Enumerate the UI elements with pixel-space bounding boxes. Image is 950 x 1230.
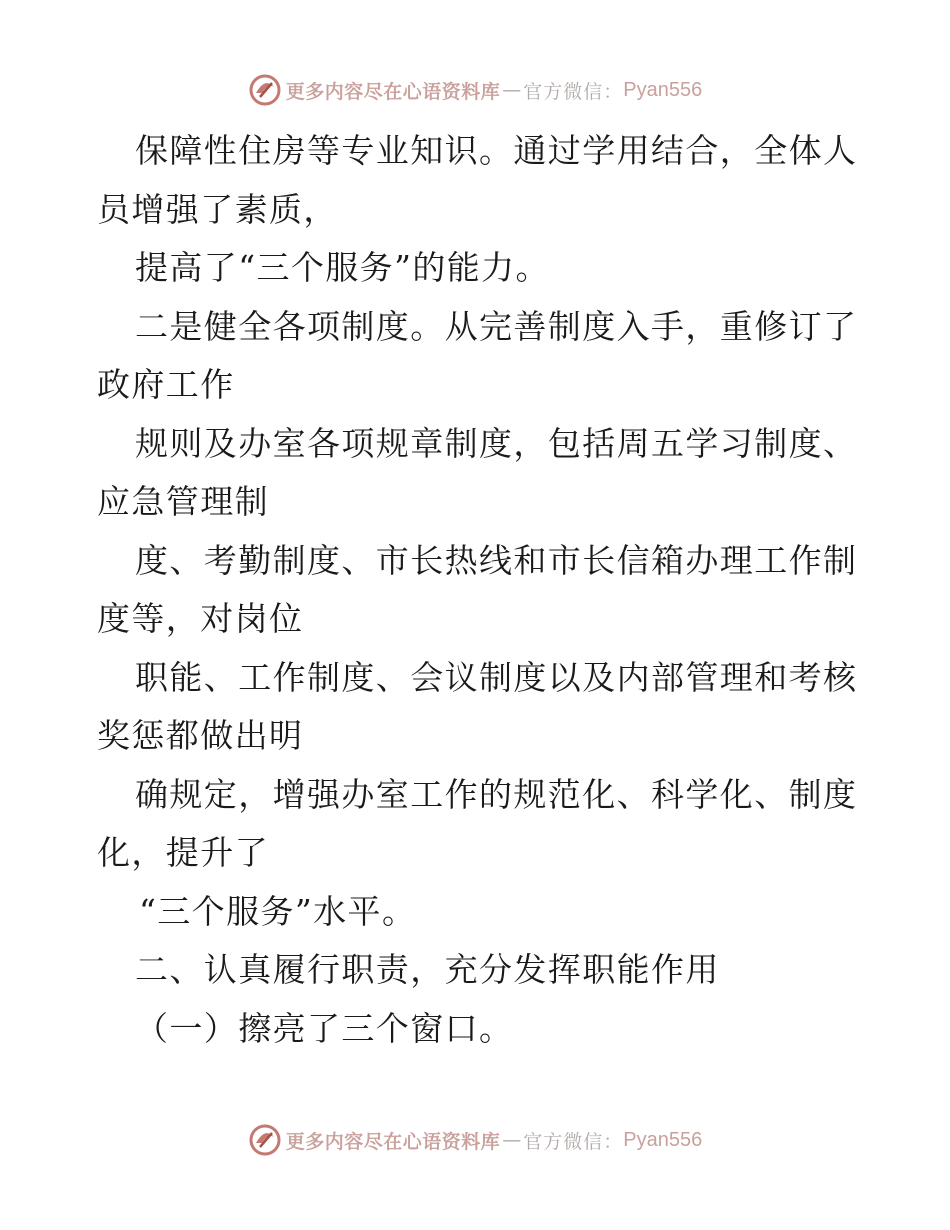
body-line: 化，提升了 xyxy=(97,833,269,872)
banner-dash: — xyxy=(502,1129,522,1151)
banner-wechat-id: Pyan556 xyxy=(623,1128,703,1151)
body-line: 二是健全各项制度。从完善制度入手，重修订了 xyxy=(135,306,858,346)
swirl-logo-icon xyxy=(248,1123,282,1157)
body-line: 保障性住房等专业知识。通过学用结合，全体人 xyxy=(135,131,858,170)
body-line: 提高了“三个服务”的能力。 xyxy=(135,248,550,287)
swirl-logo-icon xyxy=(248,73,282,107)
body-line: 度、考勤制度、市长热线和市长信箱办理工作制 xyxy=(135,540,858,580)
body-line: 度等，对岗位 xyxy=(97,599,304,638)
body-line: “三个服务”水平。 xyxy=(139,891,417,931)
body-line: 职能、工作制度、会议制度以及内部管理和考核 xyxy=(135,657,858,697)
banner-wechat-label: 官方微信： xyxy=(523,1130,624,1153)
banner-site-text: 更多内容尽在心语资料库 xyxy=(285,80,501,103)
footer-banner xyxy=(0,1120,950,1160)
section-heading: 二、认真履行职责，充分发挥职能作用 xyxy=(135,950,720,989)
body-line: 确规定，增强办室工作的规范化、科学化、制度 xyxy=(135,774,858,814)
body-line: 规则及办室各项规章制度，包括周五学习制度、 xyxy=(135,423,858,463)
banner-site-text: 更多内容尽在心语资料库 xyxy=(285,1130,501,1153)
header-banner xyxy=(0,70,950,110)
body-line: 应急管理制 xyxy=(97,482,269,521)
banner-dash: — xyxy=(502,79,522,101)
body-line: 员增强了素质， xyxy=(97,189,338,229)
document-body xyxy=(97,122,857,1058)
banner-wechat-id: Pyan556 xyxy=(623,78,703,101)
body-line: 奖惩都做出明 xyxy=(97,716,304,755)
banner-wechat-label: 官方微信： xyxy=(523,80,624,103)
body-line: 政府工作 xyxy=(97,365,235,404)
subsection-heading: （一）擦亮了三个窗口。 xyxy=(135,1008,514,1048)
